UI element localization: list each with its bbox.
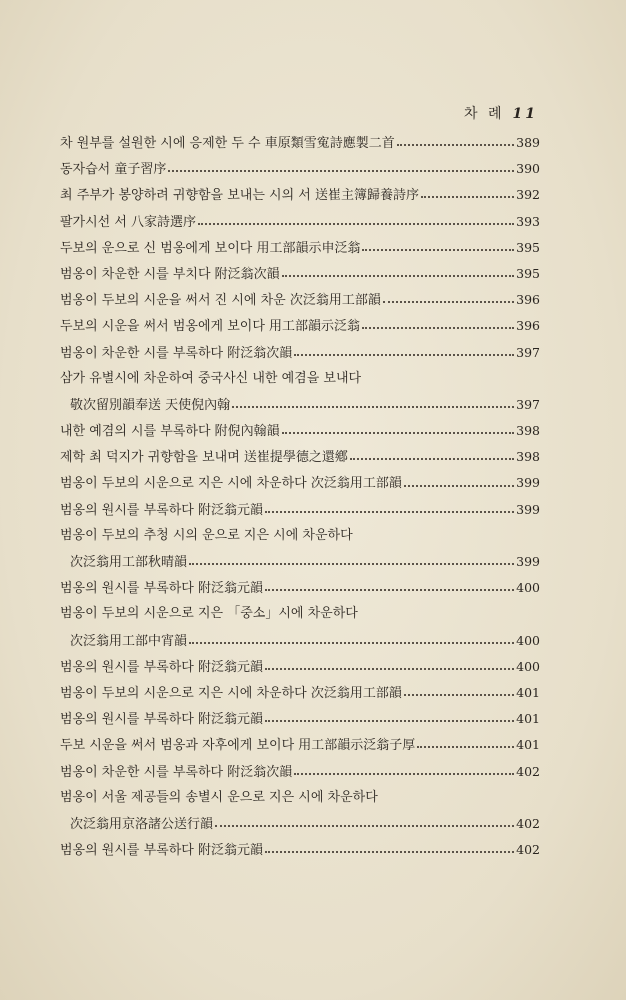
toc-entry-page-number: 395 bbox=[516, 239, 540, 255]
toc-entry bbox=[60, 313, 540, 339]
toc-entry-title: 범옹이 두보의 추청 시의 운으로 지은 시에 차운하다 bbox=[60, 527, 353, 543]
dot-leader bbox=[265, 668, 514, 670]
toc-entry bbox=[60, 732, 540, 758]
toc-entry-page-number: 402 bbox=[516, 815, 540, 831]
toc-entry-title: 동자습서 童子習序 bbox=[60, 162, 167, 178]
dot-leader bbox=[265, 851, 514, 853]
dot-leader bbox=[421, 196, 514, 198]
toc-entry-title: 두보 시운을 써서 범옹과 자후에게 보이다 用工部韻示泛翁子厚 bbox=[60, 738, 416, 754]
toc-entry-title: 범옹이 차운한 시를 부록하다 附泛翁次韻 bbox=[60, 764, 293, 780]
running-header bbox=[464, 103, 538, 123]
toc-entry bbox=[60, 366, 540, 392]
toc-entry-title: 차 원부를 설원한 시에 응제한 두 수 車原類雪寃詩應製二首 bbox=[60, 136, 395, 151]
toc-entry bbox=[60, 156, 540, 182]
toc-entry-page-number: 393 bbox=[516, 213, 540, 229]
toc-entry-page-number: 399 bbox=[516, 475, 540, 491]
dot-leader bbox=[189, 642, 514, 644]
dot-leader bbox=[350, 458, 514, 460]
toc-entry bbox=[60, 575, 540, 601]
toc-entry-title: 최 주부가 봉양하려 귀향함을 보내는 시의 서 送崔主簿歸養詩序 bbox=[60, 188, 419, 204]
toc-entry bbox=[60, 628, 540, 654]
toc-entry-page-number: 402 bbox=[516, 763, 540, 779]
toc-entry bbox=[60, 182, 540, 208]
toc-entry-title: 범옹의 원시를 부록하다 附泛翁元韻 bbox=[60, 712, 263, 728]
toc-entry-title: 두보의 시운을 써서 범옹에게 보이다 用工部韻示泛翁 bbox=[60, 319, 361, 335]
toc-entry-title: 범옹의 원시를 부록하다 附泛翁元韻 bbox=[60, 502, 263, 518]
toc-entry-page-number: 392 bbox=[516, 187, 540, 203]
toc-entry bbox=[60, 287, 540, 313]
toc-entry-title: 범옹의 원시를 부록하다 附泛翁元韻 bbox=[60, 659, 263, 675]
dot-leader bbox=[294, 773, 514, 775]
toc-entry-page-number: 398 bbox=[516, 449, 540, 465]
toc-entry bbox=[60, 235, 540, 261]
toc-entry-page-number: 399 bbox=[516, 554, 540, 569]
dot-leader bbox=[397, 144, 514, 146]
header-page-number: 11 bbox=[512, 106, 538, 122]
toc-entry bbox=[60, 392, 540, 418]
toc-entry-title: 두보의 운으로 신 범옹에게 보이다 用工部韻示申泛翁 bbox=[60, 240, 361, 256]
toc-entry-page-number: 397 bbox=[516, 344, 540, 360]
toc-entry bbox=[60, 811, 540, 837]
toc-entry-title: 次泛翁用工部秋晴韻 bbox=[70, 555, 188, 570]
toc-entry-page-number: 401 bbox=[516, 684, 540, 700]
toc-entry-title: 次泛翁用京洛諸公送行韻 bbox=[70, 816, 214, 832]
toc-entry bbox=[60, 470, 540, 496]
toc-entry-title: 범옹이 두보의 시운으로 지은 시에 차운하다 次泛翁用工部韻 bbox=[60, 685, 402, 701]
toc-entry-title: 次泛翁用工部中宵韻 bbox=[70, 633, 188, 649]
toc-entry-page-number: 401 bbox=[516, 737, 540, 753]
dot-leader bbox=[282, 432, 514, 434]
toc-entry-title: 팔가시선 서 八家詩選序 bbox=[60, 214, 197, 230]
toc-entry-title: 敬次留別韻奉送 天使倪內翰 bbox=[70, 397, 231, 413]
toc-entry-title: 범옹이 두보의 시운으로 지은 「중소」시에 차운하다 bbox=[60, 606, 358, 622]
toc-entry bbox=[60, 837, 540, 863]
dot-leader bbox=[404, 485, 514, 487]
toc-entry-page-number: 398 bbox=[516, 423, 540, 439]
toc-entry bbox=[60, 759, 540, 785]
toc-entry-page-number: 390 bbox=[516, 161, 540, 177]
toc-entry bbox=[60, 654, 540, 680]
dot-leader bbox=[198, 223, 514, 225]
toc-entry bbox=[60, 209, 540, 235]
toc-entry bbox=[60, 523, 540, 549]
toc-entry bbox=[60, 418, 540, 444]
dot-leader bbox=[404, 694, 514, 696]
toc-entry-title: 제학 최 덕지가 귀향함을 보내며 送崔提學德之還鄕 bbox=[60, 450, 348, 466]
dot-leader bbox=[383, 301, 514, 303]
toc-entry bbox=[60, 706, 540, 732]
toc-entry-page-number: 400 bbox=[516, 658, 540, 674]
dot-leader bbox=[232, 406, 514, 408]
toc-entry-page-number: 400 bbox=[516, 632, 540, 648]
dot-leader bbox=[417, 746, 514, 748]
dot-leader bbox=[265, 589, 514, 591]
toc-entry bbox=[60, 261, 540, 287]
toc-entry-page-number: 389 bbox=[516, 135, 540, 150]
dot-leader bbox=[362, 249, 514, 251]
toc-entry-title: 범옹의 원시를 부록하다 附泛翁元韻 bbox=[60, 581, 263, 597]
toc-entry-page-number: 397 bbox=[516, 396, 540, 412]
toc-entry-title: 범옹이 두보의 시운을 써서 진 시에 차운 次泛翁用工部韻 bbox=[60, 293, 381, 309]
dot-leader bbox=[215, 825, 514, 827]
toc-entry-title: 범옹이 서울 제공들의 송별시 운으로 지은 시에 차운하다 bbox=[60, 789, 378, 805]
dot-leader bbox=[265, 720, 514, 722]
dot-leader bbox=[265, 511, 514, 513]
toc-entry-page-number: 395 bbox=[516, 265, 540, 281]
toc-entry-page-number: 402 bbox=[516, 842, 540, 858]
toc-entry-title: 범옹이 차운한 시를 부치다 附泛翁次韻 bbox=[60, 266, 280, 282]
dot-leader bbox=[168, 170, 514, 172]
toc-entry-page-number: 399 bbox=[516, 501, 540, 517]
toc-entry bbox=[60, 130, 540, 156]
toc-entry bbox=[60, 785, 540, 811]
header-label: 차 례 bbox=[464, 106, 505, 122]
toc-entry bbox=[60, 444, 540, 470]
toc-entry-page-number: 396 bbox=[516, 318, 540, 334]
toc-entry-title: 내한 예겸의 시를 부록하다 附倪內翰韻 bbox=[60, 424, 280, 440]
dot-leader bbox=[282, 275, 514, 277]
dot-leader bbox=[362, 327, 514, 329]
toc-entry bbox=[60, 549, 540, 575]
toc-entry-title: 범옹이 차운한 시를 부록하다 附泛翁次韻 bbox=[60, 345, 293, 361]
toc-entry bbox=[60, 680, 540, 706]
toc-entry-title: 범옹이 두보의 시운으로 지은 시에 차운하다 次泛翁用工部韻 bbox=[60, 476, 402, 492]
toc-entry-page-number: 396 bbox=[516, 292, 540, 308]
toc-entry bbox=[60, 601, 540, 627]
toc-entry-page-number: 400 bbox=[516, 580, 540, 596]
dot-leader bbox=[189, 563, 514, 565]
toc-entry bbox=[60, 340, 540, 366]
toc-entry-page-number: 401 bbox=[516, 711, 540, 727]
dot-leader bbox=[294, 354, 514, 356]
toc-entry-title: 범옹의 원시를 부록하다 附泛翁元韻 bbox=[60, 843, 263, 859]
table-of-contents bbox=[60, 130, 540, 863]
toc-entry bbox=[60, 497, 540, 523]
toc-entry-title: 삼가 유별시에 차운하여 중국사신 내한 예겸을 보내다 bbox=[60, 370, 362, 386]
